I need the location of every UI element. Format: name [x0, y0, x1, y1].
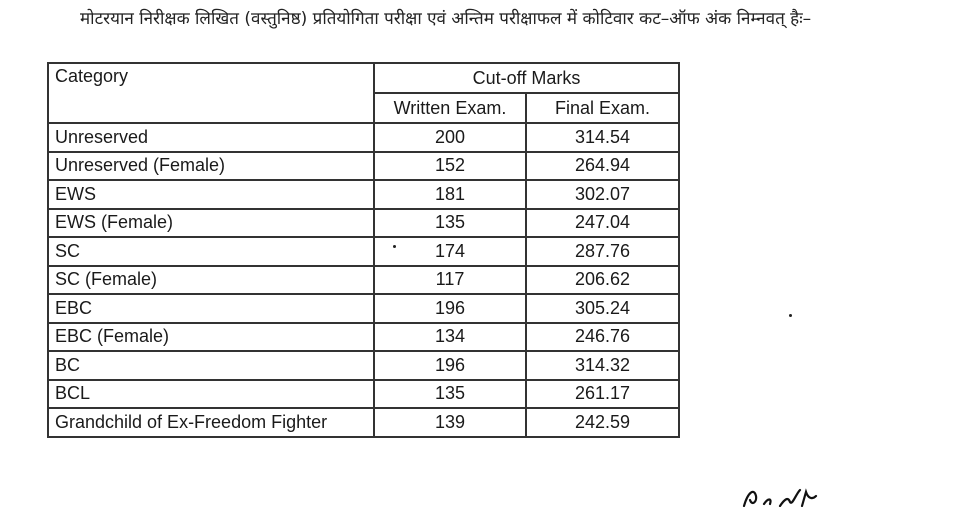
category-cell: Unreserved (Female): [48, 152, 374, 181]
table-row: [48, 237, 679, 266]
written-cutoff-cell: 135: [374, 380, 526, 409]
final-cutoff-cell: 246.76: [526, 323, 679, 352]
cutoff-marks-header: Cut-off Marks: [374, 63, 679, 93]
category-cell: Grandchild of Ex-Freedom Fighter: [48, 408, 374, 437]
written-cutoff-cell: 200: [374, 123, 526, 152]
table-row: [48, 266, 679, 295]
category-cell: EWS: [48, 180, 374, 209]
written-cutoff-cell: 196: [374, 351, 526, 380]
final-cutoff-cell: 264.94: [526, 152, 679, 181]
category-cell: BCL: [48, 380, 374, 409]
table-row: [48, 180, 679, 209]
table-header-row: [48, 63, 679, 93]
written-exam-header: Written Exam.: [374, 93, 526, 123]
table-row: [48, 123, 679, 152]
final-cutoff-cell: 314.54: [526, 123, 679, 152]
category-cell: EBC (Female): [48, 323, 374, 352]
table-row: [48, 209, 679, 238]
final-cutoff-cell: 247.04: [526, 209, 679, 238]
category-cell: SC: [48, 237, 374, 266]
table-row: [48, 152, 679, 181]
table-row: [48, 323, 679, 352]
table-row: [48, 408, 679, 437]
table-row: [48, 294, 679, 323]
written-cutoff-cell: 174: [374, 237, 526, 266]
written-cutoff-cell: 134: [374, 323, 526, 352]
final-cutoff-cell: 261.17: [526, 380, 679, 409]
final-cutoff-cell: 206.62: [526, 266, 679, 295]
written-cutoff-cell: 152: [374, 152, 526, 181]
written-cutoff-cell: 196: [374, 294, 526, 323]
final-cutoff-cell: 305.24: [526, 294, 679, 323]
cutoff-marks-table: [47, 62, 680, 438]
table-row: [48, 380, 679, 409]
final-exam-header: Final Exam.: [526, 93, 679, 123]
category-column-header: Category: [48, 63, 374, 123]
table-row: [48, 351, 679, 380]
written-cutoff-cell: 139: [374, 408, 526, 437]
intro-paragraph: मोटरयान निरीक्षक लिखित (वस्तुनिष्ठ) प्रतियोगिता परीक्षा एवं अन्तिम परीक्षाफल में कोटिवार कट–ऑफ अंक निम्नवत् हैः–: [80, 9, 812, 29]
scan-speck: [789, 314, 792, 317]
scan-speck: [393, 245, 396, 248]
final-cutoff-cell: 287.76: [526, 237, 679, 266]
written-cutoff-cell: 181: [374, 180, 526, 209]
final-cutoff-cell: 302.07: [526, 180, 679, 209]
category-cell: SC (Female): [48, 266, 374, 295]
written-cutoff-cell: 117: [374, 266, 526, 295]
category-cell: BC: [48, 351, 374, 380]
final-cutoff-cell: 242.59: [526, 408, 679, 437]
category-cell: EWS (Female): [48, 209, 374, 238]
final-cutoff-cell: 314.32: [526, 351, 679, 380]
signature-mark: [740, 486, 850, 507]
category-cell: EBC: [48, 294, 374, 323]
written-cutoff-cell: 135: [374, 209, 526, 238]
category-cell: Unreserved: [48, 123, 374, 152]
